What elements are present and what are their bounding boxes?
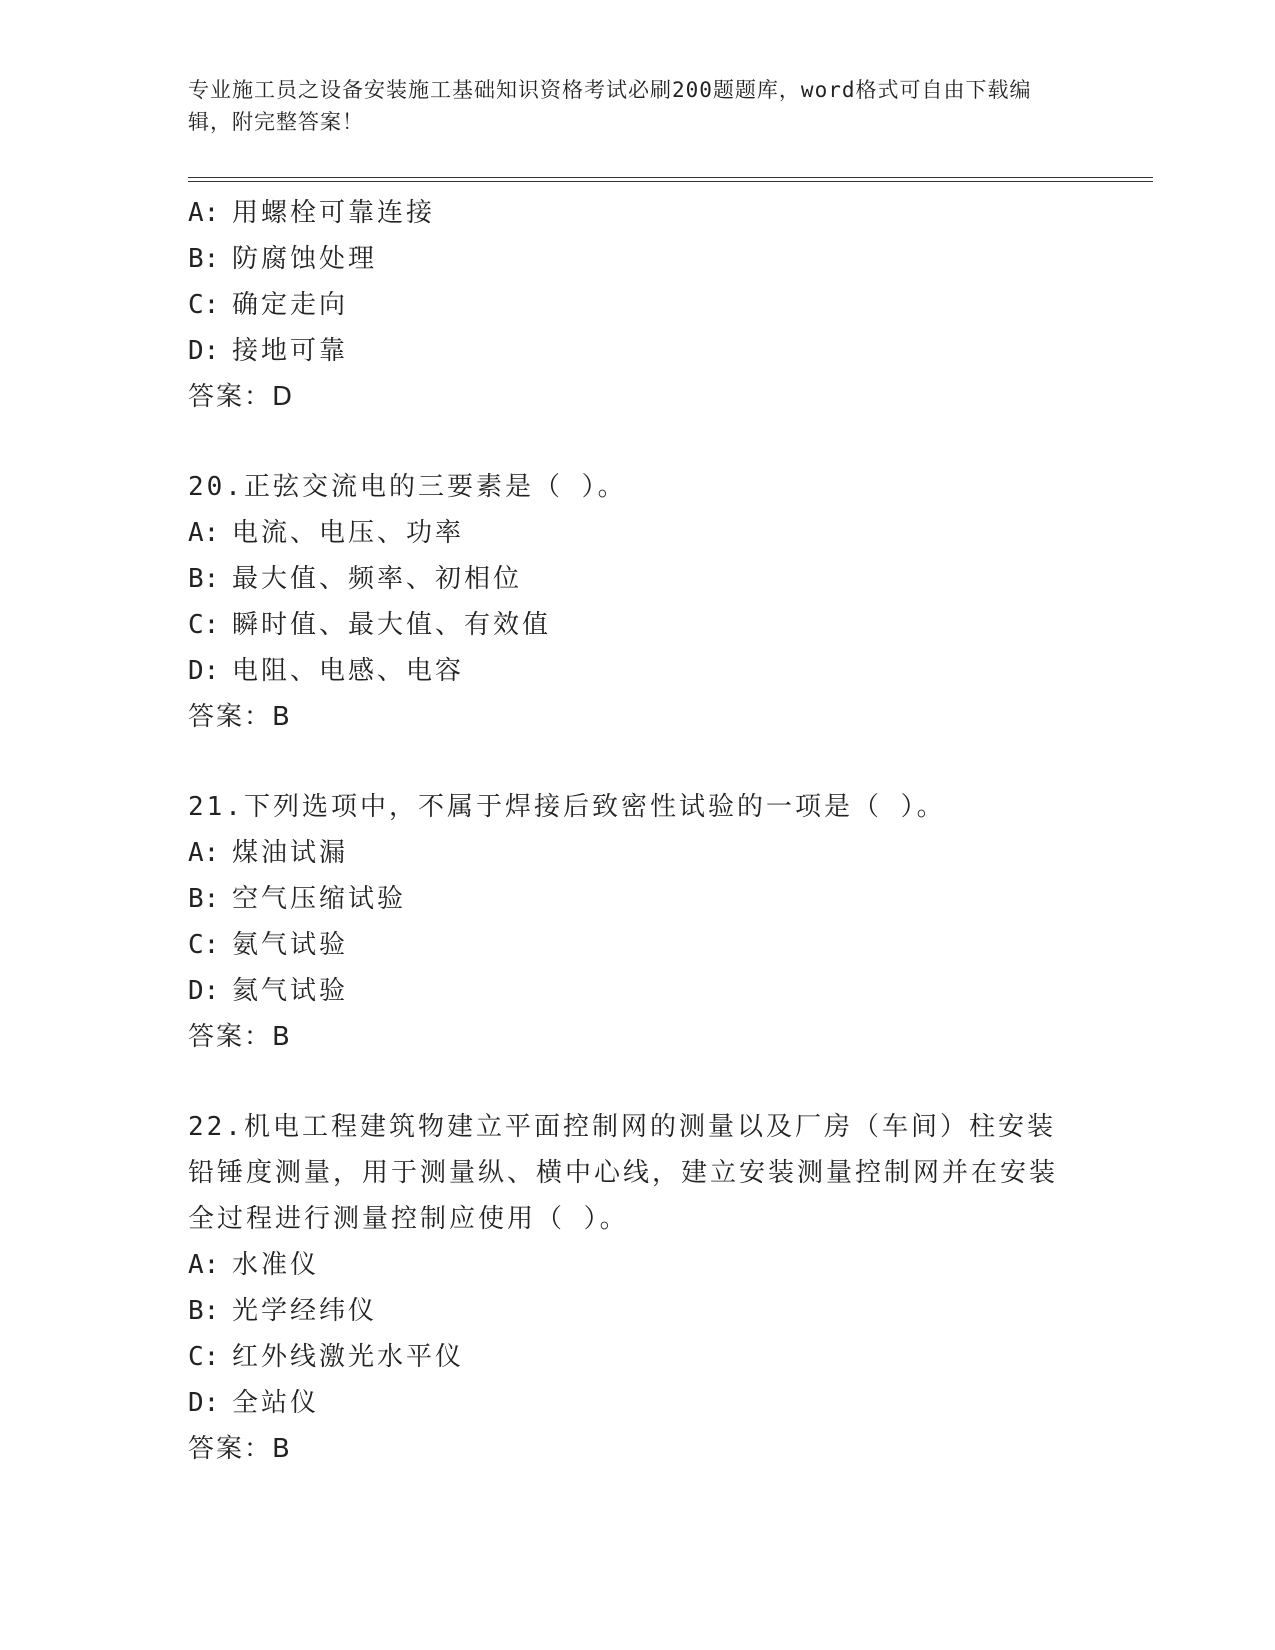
- header-divider: [188, 177, 1153, 182]
- option-text: 红外线激光水平仪: [232, 1342, 465, 1372]
- option-text: 煤油试漏: [232, 838, 349, 868]
- question-20: [188, 464, 1153, 740]
- question-list: [188, 190, 1153, 1472]
- option-d: [188, 328, 1153, 374]
- option-b: [188, 876, 1153, 922]
- option-text: 接地可靠: [232, 336, 349, 366]
- question-stem: 21.下列选项中，不属于焊接后致密性试验的一项是（ ）。: [188, 792, 946, 822]
- option-label: D:: [188, 976, 220, 1006]
- option-b: [188, 236, 1153, 282]
- option-c: [188, 922, 1153, 968]
- option-label: A:: [188, 1250, 220, 1280]
- option-label: D:: [188, 336, 220, 366]
- option-label: B:: [188, 564, 220, 594]
- option-text: 用螺栓可靠连接: [232, 198, 436, 228]
- option-label: B:: [188, 884, 220, 914]
- option-c: [188, 602, 1153, 648]
- question-19: [188, 190, 1153, 420]
- option-b: [188, 556, 1153, 602]
- option-text: 水准仪: [232, 1250, 320, 1280]
- answer-line: 答案：B: [188, 1022, 292, 1052]
- option-a: [188, 510, 1153, 556]
- option-text: 防腐蚀处理: [232, 244, 378, 274]
- option-text: 氨气试验: [232, 930, 349, 960]
- option-label: D:: [188, 1388, 220, 1418]
- answer-line: 答案：B: [188, 702, 292, 732]
- option-text: 确定走向: [232, 290, 349, 320]
- option-a: [188, 1242, 1153, 1288]
- question-21: [188, 784, 1153, 1060]
- answer-line: 答案：D: [188, 382, 295, 412]
- option-label: C:: [188, 290, 220, 320]
- option-text: 氦气试验: [232, 976, 349, 1006]
- document-header: 专业施工员之设备安装施工基础知识资格考试必刷200题题库，word格式可自由下载编辑，附完整答案！: [188, 78, 1032, 134]
- option-label: B:: [188, 1296, 220, 1326]
- option-c: [188, 1334, 1153, 1380]
- option-label: A:: [188, 838, 220, 868]
- question-stem: 22.机电工程建筑物建立平面控制网的测量以及厂房（车间）柱安装铅锤度测量，用于测量纵、横中心线，建立安装测量控制网并在安装全过程进行测量控制应使用（ ）。: [188, 1112, 1059, 1234]
- option-d: [188, 648, 1153, 694]
- option-c: [188, 282, 1153, 328]
- option-label: D:: [188, 656, 220, 686]
- option-text: 光学经纬仪: [232, 1296, 378, 1326]
- option-b: [188, 1288, 1153, 1334]
- option-a: [188, 190, 1153, 236]
- option-a: [188, 830, 1153, 876]
- option-label: C:: [188, 610, 220, 640]
- option-text: 空气压缩试验: [232, 884, 407, 914]
- option-text: 电流、电压、功率: [232, 518, 465, 548]
- option-d: [188, 968, 1153, 1014]
- option-label: A:: [188, 518, 220, 548]
- option-label: C:: [188, 930, 220, 960]
- question-stem: 20.正弦交流电的三要素是（ ）。: [188, 472, 627, 502]
- option-text: 最大值、频率、初相位: [232, 564, 523, 594]
- option-label: C:: [188, 1342, 220, 1372]
- option-text: 瞬时值、最大值、有效值: [232, 610, 552, 640]
- option-d: [188, 1380, 1153, 1426]
- answer-line: 答案：B: [188, 1434, 292, 1464]
- option-label: B:: [188, 244, 220, 274]
- option-label: A:: [188, 198, 220, 228]
- option-text: 全站仪: [232, 1388, 320, 1418]
- question-22: [188, 1104, 1153, 1472]
- option-text: 电阻、电感、电容: [232, 656, 465, 686]
